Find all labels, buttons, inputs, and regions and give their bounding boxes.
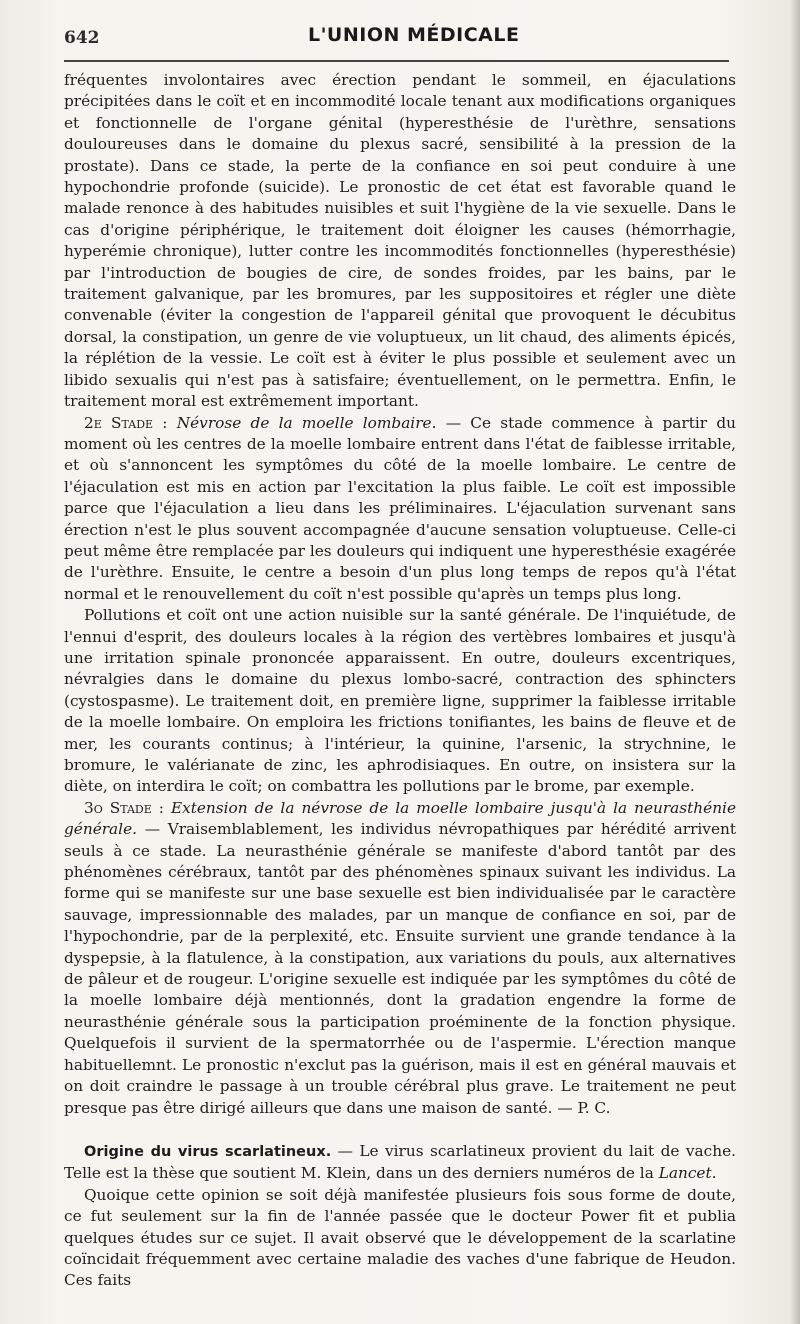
- stage-title: Névrose de la moelle lombaire.: [176, 413, 437, 432]
- article-body: [64, 70, 736, 1292]
- stage-label: 3o Stade :: [84, 798, 164, 817]
- article-separator: [64, 1119, 736, 1141]
- paragraph: fréquentes involontaires avec érection pendant le sommeil, en éjaculations précipitées dans le coït et en incommodité locale tenant aux modifications organiques et fonctionnelle de l'organe génital (hyperesthésie de l'urèthre, sensations douloureuses dans le domaine du plexus sacré, sensibilité à la pression de la prostate). Dans ce stade, la perte de la confiance en soi peut conduire à une hypochondrie profonde (suicide). Le pronostic de cet état est favorable quand le malade renonce à des habitudes nuisibles et suit l'hygiène de la vie sexuelle. Dans le cas d'origine périphérique, le traitement doit éloigner les causes (hémorrhagie, hyperémie chronique), lutter contre les incommodités fonctionnelles (hyperesthésie) par l'introduction de bougies de cire, de sondes froides, par les bains, par le traitement galvanique, par les bromures, par les suppositoires et régler une diète convenable (éviter la congestion de l'appareil génital que provoquent le décubitus dorsal, la constipation, un genre de vie voluptueux, un lit chaud, des aliments épicés, la réplétion de la vessie. Le coït est à éviter le plus possible et seulement avec un libido sexualis qui n'est pas à satisfaire; éventuellement, on le permettra. Enfin, le traitement moral est extrêmement important.: [64, 71, 736, 411]
- paragraph: Quoique cette opinion se soit déjà manifestée plusieurs fois sous forme de doute, ce fut seulement sur la fin de l'année passée que le docteur Power fit et publia quelques études sur ce sujet. Il avait observé que le développement de la scarlatine coïncidait fréquemment avec certaine maladie des vaches d'une fabrique de Heudon. Ces faits: [64, 1185, 736, 1290]
- journal-name: Lancet.: [658, 1164, 717, 1183]
- stage-title: Extension de la névrose de la moelle lombaire jusqu'à la neurasthénie générale.: [64, 798, 736, 839]
- stage-text: — Vraisemblablement, les individus névropathiques par hérédité arrivent seuls à ce stade. La neurasthénie générale se manifeste d'abord tantôt par des phénomènes cérébraux, tantôt par des phénomènes spinaux suivant les individus. La forme qui se manifeste sur une base sexuelle est bien individualisée par le caractère sauvage, impressionnable des malades, par un manque de confiance en soi, par de l'hypochondrie, par de la perplexité, etc. Ensuite survient une grande tendance à la dyspepsie, à la flatulence, à la constipation, aux variations du pouls, aux alternatives de pâleur et de rougeur. L'origine sexuelle est indiquée par les symptômes du côté de la moelle lombaire déjà mentionnés, dont la gradation engendre la forme de neurasthénie générale sous la participation proéminente de la fonction physique. Quelquefois il survient de la spermatorrhée ou de l'aspermie. L'érection manque habituellemnt. Le pronostic n'exclut pas la guérison, mais il est en général mauvais et on doit craindre le passage à un trouble cérébral plus grave. Le traitement ne peut presque pas être dirigé ailleurs que dans une maison de santé. — P. C.: [64, 820, 736, 1117]
- page-number: 642: [64, 28, 100, 48]
- article-heading-paragraph: [64, 1141, 736, 1185]
- paragraph: Pollutions et coït ont une action nuisible sur la santé générale. De l'inquiétude, de l'ennui d'esprit, des douleurs locales à la région des vertèbres lombaires et jusqu'à une irritation spinale prononcée apparaissent. En outre, douleurs excentriques, névralgies dans le domaine du plexus lombo-sacré, contraction des sphincters (cystospasme). Le traitement doit, en première ligne, supprimer la faiblesse irritable de la moelle lombaire. On emploira les frictions tonifiantes, les bains de fleuve et de mer, les courants continus; à l'intérieur, la quinine, l'arsenic, la strychnine, le bromure, le valérianate de zinc, les aphrodisiaques. En outre, on insistera sur la diète, on interdira le coït; on combattra les pollutions par le brome, par exemple.: [64, 606, 736, 796]
- running-head: L'UNION MÉDICALE: [308, 24, 520, 46]
- page-edge-shadow: [790, 0, 800, 1324]
- paragraph-stage-2: [64, 413, 736, 606]
- header-rule: [64, 60, 729, 62]
- stage-text: — Ce stade commence à partir du moment où les centres de la moelle lombaire entrent dans l'état de faiblesse irritable, et où s'annoncent les symptômes du côté de la moelle lombaire. Le centre de l'éjaculation est mis en action par l'excitation la plus faible. Le coït est impossible parce que l'éjaculation a lieu dans les préliminaires. L'éjaculation survenant sans érection n'est le plus souvent accompagnée d'aucune sensation voluptueuse. Celle-ci peut même être remplacée par les douleurs qui indiquent une hyperesthésie exagérée de l'urèthre. Ensuite, le centre a besoin d'un plus long temps de repos qu'à l'état normal et le renouvellement du coït n'est possible qu'après un temps plus long.: [64, 413, 736, 603]
- paragraph-stage-3: [64, 798, 736, 1119]
- article-title: Origine du virus scarlatineux.: [84, 1143, 332, 1160]
- stage-label: 2e Stade :: [84, 413, 168, 432]
- page-header: [64, 22, 734, 50]
- article-intro: — Le virus scarlatineux provient du lait de vache. Telle est la thèse que soutient M. Klein, dans un des derniers numéros de la: [64, 1141, 736, 1183]
